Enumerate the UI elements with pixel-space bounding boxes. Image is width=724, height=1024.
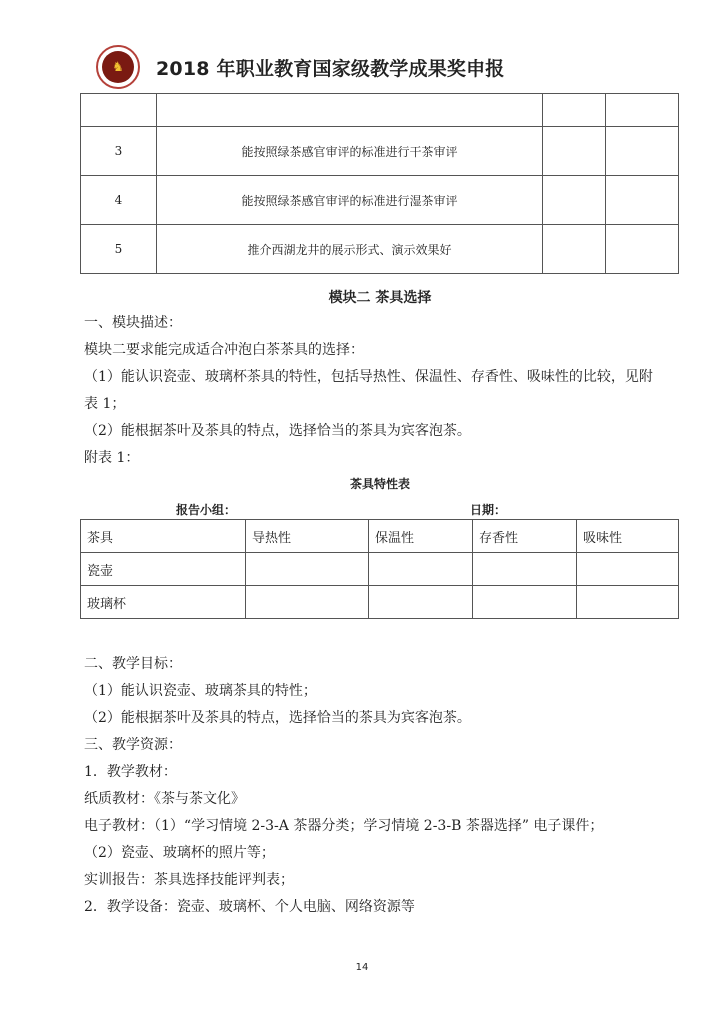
section2-heading: 二、教学目标：	[84, 656, 182, 672]
appendix-label: 附表 1：	[84, 450, 140, 466]
module-title: 模块二 茶具选择	[328, 290, 432, 306]
score-cell	[606, 225, 679, 274]
table-row	[81, 225, 679, 274]
appendix-table-title: 茶具特性表	[349, 477, 410, 491]
section1-intro: 模块二要求能完成适合冲泡白茶茶具的选择：	[84, 342, 364, 358]
table-cell	[246, 553, 369, 586]
tea-ware-properties-table	[80, 519, 679, 619]
tea-ware-name: 瓷壶	[81, 553, 246, 586]
table-row	[81, 586, 679, 619]
column-header: 保温性	[369, 520, 473, 553]
table-row	[81, 176, 679, 225]
table-header-row	[81, 520, 679, 553]
table-cell	[473, 553, 577, 586]
group-label: 报告小组：	[176, 503, 237, 517]
row-criterion	[157, 94, 543, 127]
page-number: 14	[355, 962, 369, 973]
row-number: 4	[81, 176, 157, 225]
electronic-textbook: 电子教材：（1）“学习情境 2-3-A 茶器分类；学习情境 2-3-B 茶器选择” 电子课件；	[84, 818, 604, 834]
table-cell	[369, 586, 473, 619]
score-cell	[543, 176, 606, 225]
table-row	[81, 94, 679, 127]
table-cell	[473, 586, 577, 619]
section1-heading: 一、模块描述：	[84, 315, 182, 331]
section2-item1: （1）能认识瓷壶、玻璃茶具的特性；	[84, 683, 317, 699]
section1-item1-line1: （1）能认识瓷壶、玻璃杯茶具的特性，包括导热性、保温性、存香性、吸味性的比较，见附	[84, 369, 653, 385]
page-header	[96, 44, 505, 90]
table-row	[81, 127, 679, 176]
training-report: 实训报告：茶具选择技能评判表；	[84, 872, 294, 888]
section3-sub1: 1．教学教材：	[84, 764, 177, 780]
score-cell	[543, 94, 606, 127]
electronic-textbook-2: （2）瓷壶、玻璃杯的照片等；	[84, 845, 275, 861]
row-criterion: 能按照绿茶感官审评的标准进行湿茶审评	[157, 176, 543, 225]
score-cell	[543, 127, 606, 176]
header-title: 2018 年职业教育国家级教学成果奖申报	[156, 57, 505, 80]
score-cell	[606, 176, 679, 225]
section2-item2: （2）能根据茶叶及茶具的特点，选择恰当的茶具为宾客泡茶。	[84, 710, 471, 726]
section3-heading: 三、教学资源：	[84, 737, 182, 753]
school-emblem-icon: ♞	[96, 45, 140, 89]
table-row	[81, 553, 679, 586]
row-number	[81, 94, 157, 127]
table-cell	[246, 586, 369, 619]
column-header: 茶具	[81, 520, 246, 553]
row-number: 5	[81, 225, 157, 274]
row-criterion: 能按照绿茶感官审评的标准进行干茶审评	[157, 127, 543, 176]
section3-sub2: 2．教学设备：瓷壶、玻璃杯、个人电脑、网络资源等	[84, 899, 415, 915]
section1-item2: （2）能根据茶叶及茶具的特点，选择恰当的茶具为宾客泡茶。	[84, 423, 471, 439]
table-cell	[577, 553, 679, 586]
evaluation-table	[80, 93, 679, 274]
score-cell	[543, 225, 606, 274]
column-header: 导热性	[246, 520, 369, 553]
table-cell	[577, 586, 679, 619]
paper-textbook: 纸质教材：《茶与茶文化》	[84, 791, 245, 807]
score-cell	[606, 127, 679, 176]
tea-ware-name: 玻璃杯	[81, 586, 246, 619]
score-cell	[606, 94, 679, 127]
column-header: 存香性	[473, 520, 577, 553]
section1-item1-line2: 表 1；	[84, 396, 126, 412]
row-number: 3	[81, 127, 157, 176]
table-cell	[369, 553, 473, 586]
date-label: 日期：	[470, 503, 507, 517]
row-criterion: 推介西湖龙井的展示形式、演示效果好	[157, 225, 543, 274]
column-header: 吸味性	[577, 520, 679, 553]
